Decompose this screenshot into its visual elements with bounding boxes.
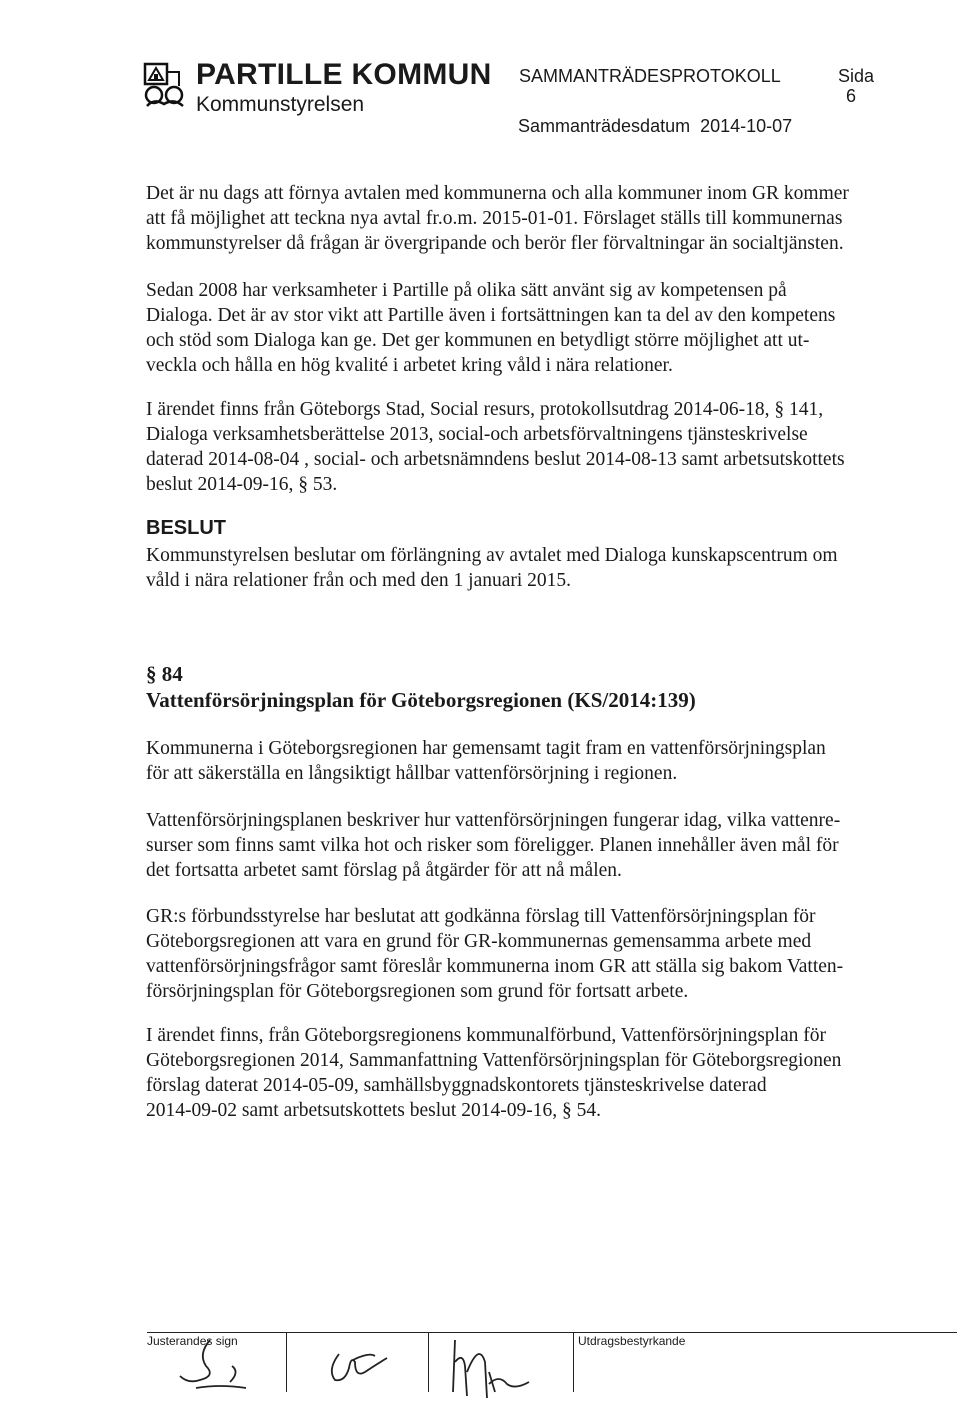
organization-name: PARTILLE KOMMUN bbox=[196, 58, 492, 91]
section-title: Vattenförsörjningsplan för Göteborgsregionen (KS/2014:139) bbox=[146, 688, 696, 712]
paragraph-underlag-1: I ärendet finns från Göteborgs Stad, Social resurs, protokollsutdrag 2014-06-18, § 141, Dialoga verksamhetsberättelse 2013, social-och arbetsförvaltningens tjänsteskrivelse daterad 2014-08-04 , social- och arbetsnämndens beslut 2014-08-13 samt arbetsutskottets beslut 2014-09-16, § 53. bbox=[146, 399, 845, 495]
signature-1-icon bbox=[170, 1336, 270, 1394]
footer-divider bbox=[147, 1332, 957, 1333]
page-label: Sida bbox=[838, 66, 875, 86]
paragraph-gemensamt: Kommunerna i Göteborgsregionen har gemensamt tagit fram en vattenförsörjningsplan för att säkerställa en långsiktigt hållbar vattenförsörjning i regionen. bbox=[146, 738, 826, 784]
signature-3-icon bbox=[445, 1332, 535, 1404]
justerandes-sign-label: Justerandes sign bbox=[147, 1334, 238, 1348]
paragraph-avtal: Det är nu dags att förnya avtalen med kommunerna och alla kommuner inom GR kommer att få möjlighet att teckna nya avtal fr.o.m. 2015-01-01. Förslaget ställs till kommunernas kommunstyrelser då frågan är övergripande och berör fler förvaltningar än socialtjänsten. bbox=[146, 183, 849, 254]
footer-column-divider bbox=[428, 1332, 429, 1392]
footer-column-divider bbox=[286, 1332, 287, 1392]
paragraph-forbundsstyrelse: GR:s förbundsstyrelse har beslutat att godkänna förslag till Vattenförsörjningsplan för Göteborgsregionen att vara en grund för GR-kommunernas gemensamma arbete med vattenförsörjningsfrågor samt föreslår kommunerna inom GR att ställa sig bakom Vatten- försörjningsplan för Göteborgsregionen som grund för fortsatt arbete. bbox=[146, 906, 844, 1002]
document-type: SAMMANTRÄDESPROTOKOLL bbox=[519, 66, 781, 86]
section-number: § 84 bbox=[146, 662, 183, 686]
organization-department: Kommunstyrelsen bbox=[196, 93, 365, 116]
paragraph-beslut: Kommunstyrelsen beslutar om förlängning av avtalet med Dialoga kunskapscentrum om våld i nära relationer från och med den 1 januari 2015. bbox=[146, 545, 838, 591]
coat-of-arms-icon bbox=[141, 62, 191, 112]
paragraph-planen: Vattenförsörjningsplanen beskriver hur vattenförsörjningen fungerar idag, vilka vattenre- surser som finns samt vilka hot och risker som föreligger. Planen innehåller även mål för det fortsatta arbetet samt förslag på åtgärder för att nå målen. bbox=[146, 810, 841, 881]
utdragsbestyrkande-label: Utdragsbestyrkande bbox=[578, 1334, 686, 1348]
footer-column-divider bbox=[573, 1332, 574, 1392]
signature-2-icon bbox=[325, 1348, 395, 1388]
beslut-heading: BESLUT bbox=[146, 517, 226, 539]
meeting-date bbox=[518, 116, 792, 137]
meeting-date-label: Sammanträdesdatum bbox=[518, 116, 691, 136]
paragraph-dialoga: Sedan 2008 har verksamheter i Partille på olika sätt använt sig av kompetensen på Dialoga. Det är av stor vikt att Partille även i fortsättningen kan ta del av den kompetens och stöd som Dialoga kan ge. Det ger kommunen en betydligt större möjlighet att ut- veckla och hålla en hög kvalité i arbetet kring våld i nära relationer. bbox=[146, 280, 836, 376]
meeting-date-value: 2014-10-07 bbox=[700, 116, 793, 136]
paragraph-underlag-2: I ärendet finns, från Göteborgsregionens kommunalförbund, Vattenförsörjningsplan för Göteborgsregionen 2014, Sammanfattning Vattenförsörjningsplan för Göteborgsregionen förslag daterat 2014-05-09, samhällsbyggnadskontorets tjänsteskrivelse daterad 2014-09-02 samt arbetsutskottets beslut 2014-09-16, § 54. bbox=[146, 1025, 842, 1121]
page-number: 6 bbox=[846, 86, 857, 106]
